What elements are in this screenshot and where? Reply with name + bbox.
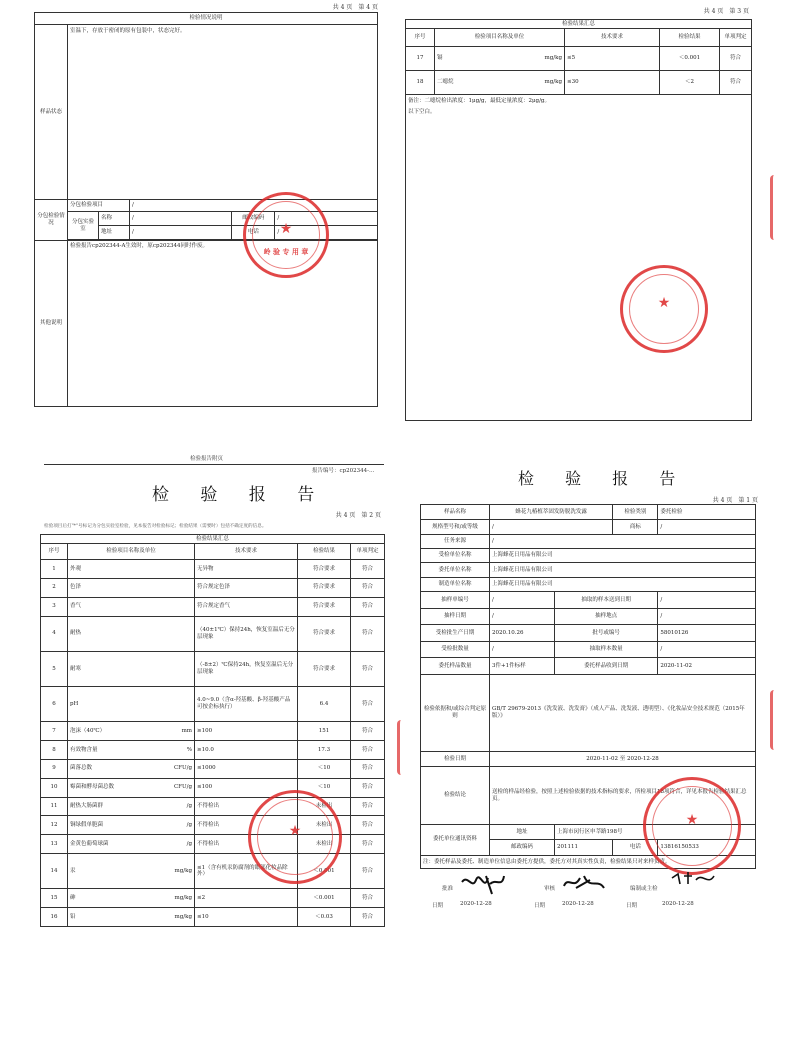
- page-number: 共 4 页 第 4 页: [332, 4, 378, 11]
- page-number: 共 4 页 第 3 页: [703, 8, 749, 15]
- report-number: 报告编号：cp202344-…: [312, 468, 375, 474]
- review-date: 2020-12-28: [562, 901, 594, 907]
- report-page-1: [418, 452, 758, 922]
- other-notes-text: 检验报告cp202344-A生效时，原cp202344同时作废。: [68, 241, 378, 407]
- report-title: 检 验 报 告: [518, 469, 689, 488]
- row-requirement: ≤30: [565, 71, 660, 95]
- sample-status-label: 样品状态: [35, 25, 68, 200]
- seal-text: 岭 验 专 用 章: [263, 247, 309, 256]
- subcontract-label: 分包检验情况: [35, 200, 68, 241]
- table-row: 1 外观 无异物 符合要求 符合: [41, 560, 385, 579]
- table-row: 9 菌落总数 CFU/g ≤1000 ＜10 符合: [41, 759, 385, 778]
- col-no: 序号: [41, 544, 68, 560]
- sample-status-text: 室温下，存放于密闭的原有包装中，状态完好。: [68, 25, 378, 200]
- table-row: 5 耐寒 （-8±2）℃保持24h，恢复室温后无分层现象 符合要求 符合: [41, 651, 385, 686]
- attach-title: 检验报告附页: [190, 456, 224, 462]
- table-row: 8 有效物含量 % ≥10.0 17.3 符合: [41, 740, 385, 759]
- table-row: [406, 47, 752, 71]
- table-row: 14 汞 mg/kg ≤1（含有机汞防腐剂的眼部化妆品除外） ＜0.001 符合: [41, 854, 385, 889]
- sample-name-value: 蜂花九椿植萃固发防脱洗发露: [490, 505, 613, 520]
- col-item: 检验项目名称及单位: [68, 544, 195, 560]
- mark-note: 检验项目后打"*"号标记为分包实验室检验，见本报告对检验标记；检验结果（需要时）包括不确定度的信息。: [44, 524, 267, 529]
- col-result: 检验结果: [660, 29, 720, 47]
- review-label: 审核: [544, 886, 556, 892]
- remark-note: 注：委托样品及委托、制造单位信息由委托方提供，委托方对其真实性负责，检验结果只对来样负责。: [421, 855, 756, 868]
- col-item: 检验项目名称及单位: [435, 29, 565, 47]
- blank-note: 以下空白。: [408, 108, 436, 115]
- name-value: /: [130, 212, 232, 226]
- report-page-2: [40, 452, 385, 932]
- tel-value: /: [275, 226, 378, 240]
- table-row: 10 霉菌和酵母菌总数 CFU/g ≤100 ＜10 符合: [41, 778, 385, 797]
- row-result: ＜2: [660, 71, 720, 95]
- table-row: 7 泡沫（40℃） mm ≥100 151 符合: [41, 722, 385, 741]
- notes-cell: [406, 95, 752, 421]
- table-row: 16 铅 mg/kg ≤10 ＜0.03 符合: [41, 908, 385, 927]
- col-judgement: 单项判定: [720, 29, 752, 47]
- type-label: 检验类别: [613, 505, 658, 520]
- editor-date-label: 日期: [626, 903, 638, 909]
- red-seal-stamp: ★: [620, 265, 708, 353]
- review-date-label: 日期: [534, 903, 546, 909]
- editor-label: 编制或主检: [630, 886, 658, 892]
- col-no: 序号: [406, 29, 435, 47]
- red-seal-stamp: ★: [643, 777, 741, 875]
- row-requirement: ≤5: [565, 47, 660, 71]
- page-number: 共 4 页 第 2 页: [335, 512, 381, 519]
- tel-label: 电话: [232, 226, 275, 240]
- zip-label: 邮政编码: [232, 212, 275, 226]
- review-signature: [560, 872, 606, 894]
- other-notes-label: 其他说明: [35, 241, 68, 407]
- approve-date-label: 日期: [432, 903, 444, 909]
- sub-item-value: /: [130, 200, 378, 212]
- editor-date: 2020-12-28: [662, 901, 694, 907]
- row-no: 18: [406, 71, 435, 95]
- approve-label: 批准: [442, 886, 454, 892]
- approve-signature: [458, 872, 506, 896]
- name-label: 名称: [99, 212, 130, 226]
- col-result: 检验结果: [298, 544, 351, 560]
- report-page-4: [28, 0, 378, 410]
- remark-note: 备注：二噁烷检出浓度：1μg/g，最低定量浓度：2μg/g。: [408, 98, 550, 104]
- col-judgement: 单项判定: [351, 544, 385, 560]
- red-seal-stamp: ★ 岭 验 专 用 章: [243, 192, 329, 278]
- table-row: 13 金黄色葡萄球菌 /g 不得检出 未检出 符合: [41, 835, 385, 854]
- edge-seal-fragment: [770, 175, 787, 240]
- table-header: 检验结果汇总: [41, 535, 385, 544]
- report-page-3: [405, 0, 753, 422]
- table-header: 检验情况说明: [35, 13, 378, 25]
- report-title: 检 验 报 告: [152, 485, 328, 505]
- table-row: 3 香气 符合规定香气 符合要求 符合: [41, 597, 385, 616]
- table-row: 2 色泽 符合规定色泽 符合要求 符合: [41, 578, 385, 597]
- type-value: 委托检验: [658, 505, 756, 520]
- attach-rule: [44, 464, 384, 465]
- red-seal-stamp: ★: [248, 790, 342, 884]
- zip-value: /: [275, 212, 378, 226]
- table-row: 6 pH 4.0~9.0（含α-羟基酸、β-羟基酸产品可按企标执行） 6.4 符合: [41, 686, 385, 721]
- row-result: ＜0.001: [660, 47, 720, 71]
- table-header: 检验结果汇总: [406, 20, 752, 29]
- table-row: 11 耐热大肠菌群 /g 不得检出 未检出 符合: [41, 797, 385, 816]
- col-requirement: 技术要求: [195, 544, 298, 560]
- edge-seal-fragment: [397, 720, 414, 775]
- sample-name-label: 样品名称: [421, 505, 490, 520]
- col-requirement: 技术要求: [565, 29, 660, 47]
- row-judgement: 符合: [720, 71, 752, 95]
- results-summary-table: [405, 19, 752, 421]
- approve-date: 2020-12-28: [460, 901, 492, 907]
- editor-signature: [668, 870, 716, 890]
- sub-item-label: 分包检验项目: [68, 200, 130, 212]
- table-row: 12 铜绿假单胞菌 /g 不得检出 未检出 符合: [41, 816, 385, 835]
- lab-label: 分包实验室: [68, 212, 99, 240]
- inspection-notes-table: [34, 12, 378, 407]
- row-item: 镉 mg/kg: [435, 47, 565, 71]
- addr-label: 地址: [99, 226, 130, 240]
- row-no: 17: [406, 47, 435, 71]
- row-item: 二噁烷 mg/kg: [435, 71, 565, 95]
- table-row: 4 耐热 （40±1℃）保持24h，恢复室温后无分层现象 符合要求 符合: [41, 616, 385, 651]
- edge-seal-fragment: [770, 690, 787, 750]
- addr-value: /: [130, 226, 232, 240]
- report-cover-table: 样品名称 蜂花九椿植萃固发防脱洗发露 检验类别 委托检验 规格型号和/或等级 / 商标 / 任务来源 / 受检单位名称 上海蜂花日用品有限公司 委托单位名称 上海蜂花日用品有限公司 制造单位名称 上海蜂花日用品有限公司 抽样单编号 / 抽取的样本送到日期 / 抽样日期 / 抽样地点 / 受检批生产日期 2020.10.26 批号或编号 58010126 受检批数量 / 抽取样本数量 / 委托样品数量 3件+1件标样 委托样品收到日期 2020-11-02 检验依据和/或综合判定原则 GB/T 29679-2013《洗发液、洗发膏》（成人产品、洗发液、透明型）、《化妆品安全技术规范（2015年版）》 检验日期 2020-11-02 至 2020-12-28 检验结论 送检的样品经检验，按照上述检验依据的技术指标的要求，所检项目18项符合，详见本报告检验结果汇总页。 委托单位通讯资料 地址 上海市闵行区申莘路198号 邮政编码 201111 电话 13816150533 注：委托样品及委托、制造单位信息由委托方提供，委托方对其真实性负责，检验结果只对来样负责。: [420, 504, 756, 869]
- table-row: 15 砷 mg/kg ≤2 ＜0.001 符合: [41, 889, 385, 908]
- results-summary-table: [40, 534, 385, 927]
- page-number: 共 4 页 第 1 页: [712, 497, 758, 504]
- table-row: [406, 71, 752, 95]
- row-judgement: 符合: [720, 47, 752, 71]
